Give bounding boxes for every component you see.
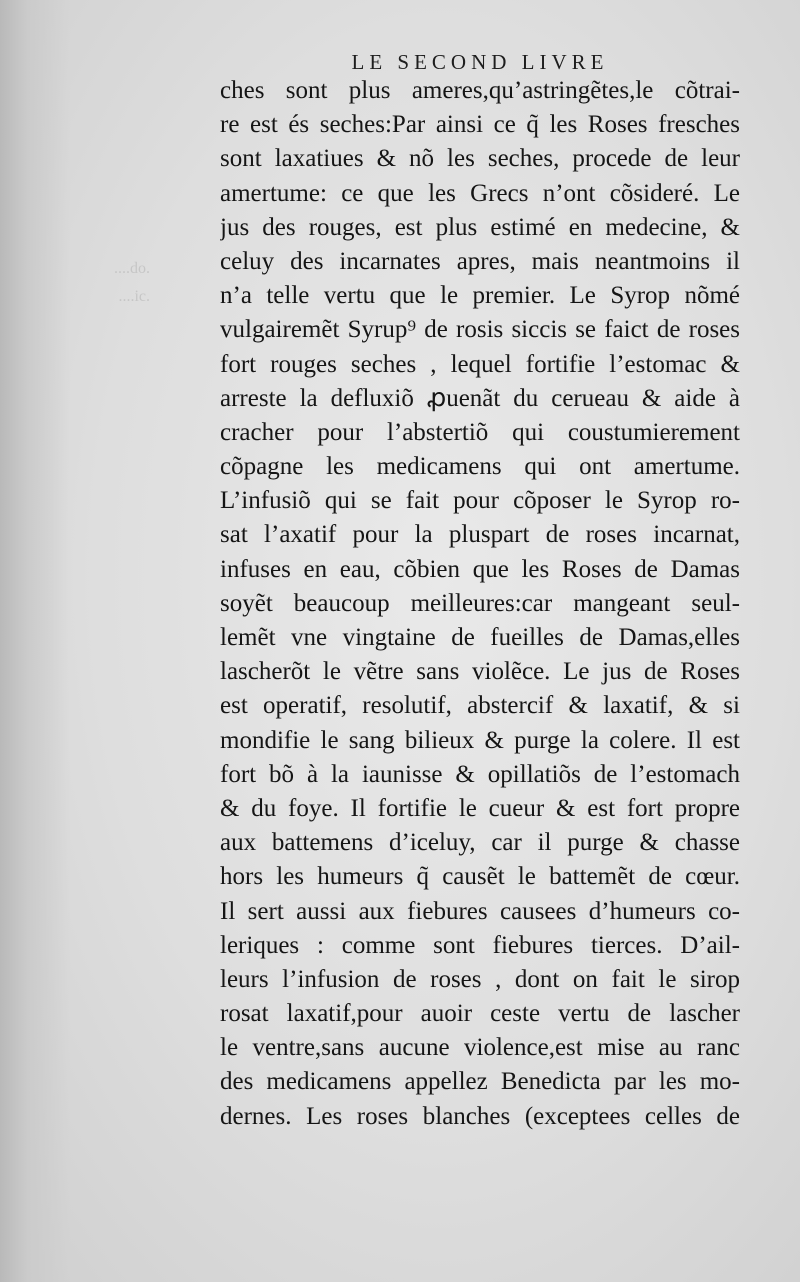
text-line: lemẽt vne vingtaine de fueilles de Damas,elles	[220, 624, 740, 651]
gutter-shadow	[0, 0, 70, 1282]
text-line: celuy des incarnates apres, mais neantmoins il	[220, 247, 740, 275]
text-line: sont laxatiues & nõ les seches, procede de leur	[220, 145, 740, 173]
text-line: rosat laxatif,pour auoir ceste vertu de lascher	[220, 1000, 740, 1028]
show-through-line: ....do.	[114, 260, 150, 277]
text-line: des medicamens appellez Benedicta par les mo-	[220, 1068, 740, 1096]
show-through-text	[100, 255, 150, 315]
text-line: cõpagne les medicamens qui ont amertume.	[220, 453, 740, 481]
text-line: fort rouges seches , lequel fortifie l’estomac &	[220, 350, 740, 378]
text-line: fort bõ à la iaunisse & opillatiõs de l’estomach	[220, 760, 740, 788]
text-line: amertume: ce que les Grecs n’ont cõsideré. Le	[220, 179, 740, 207]
running-head: LE SECOND LIVRE	[351, 50, 609, 74]
text-line: re est és seches:Par ainsi ce q̃ les Roses fresches	[220, 111, 740, 139]
text-block	[220, 74, 740, 1134]
text-line: dernes. Les roses blanches (exceptees celles de	[220, 1102, 740, 1130]
text-line: aux battemens d’iceluy, car il purge & chasse	[220, 829, 740, 857]
text-line: le ventre,sans aucune violence,est mise au ranc	[220, 1034, 740, 1062]
text-line: cracher pour l’abstertiõ qui coustumierement	[220, 418, 740, 446]
text-line: jus des rouges, est plus estimé en medecine, &	[220, 213, 740, 241]
text-line: Il sert aussi aux fiebures causees d’humeurs co-	[220, 897, 740, 925]
text-line: & du foye. Il fortifie le cueur & est fort propre	[220, 794, 740, 822]
text-line: soyẽt beaucoup meilleures:car mangeant seul-	[220, 589, 740, 617]
text-line: n’a telle vertu que le premier. Le Syrop nõmé	[220, 282, 740, 310]
text-line: arreste la defluxiõ ꝓuenãt du cerueau & aide à	[220, 384, 740, 412]
text-line: L’infusiõ qui se fait pour cõposer le Syrop ro-	[220, 487, 740, 515]
text-line: sat l’axatif pour la pluspart de roses incarnat,	[220, 521, 740, 549]
text-line: leriques : comme sont fiebures tierces. D’ail-	[220, 931, 740, 959]
text-line: lascherõt le vẽtre sans violẽce. Le jus de Roses	[220, 658, 740, 686]
text-line: est operatif, resolutif, abstercif & laxatif, & si	[220, 692, 740, 720]
text-line: ches sont plus ameres,qu’astringẽtes,le cõtrai-	[220, 77, 740, 104]
text-line: leurs l’infusion de roses , dont on fait le sirop	[220, 965, 740, 993]
text-line: hors les humeurs q̃ causẽt le battemẽt de cœur.	[220, 863, 740, 891]
text-line: mondifie le sang bilieux & purge la colere. Il est	[220, 726, 740, 754]
show-through-line: ....ic.	[118, 288, 150, 305]
text-line: vulgairemẽt Syrup⁹ de rosis siccis se faict de roses	[220, 316, 740, 344]
text-line: infuses en eau, cõbien que les Roses de Damas	[220, 555, 740, 583]
